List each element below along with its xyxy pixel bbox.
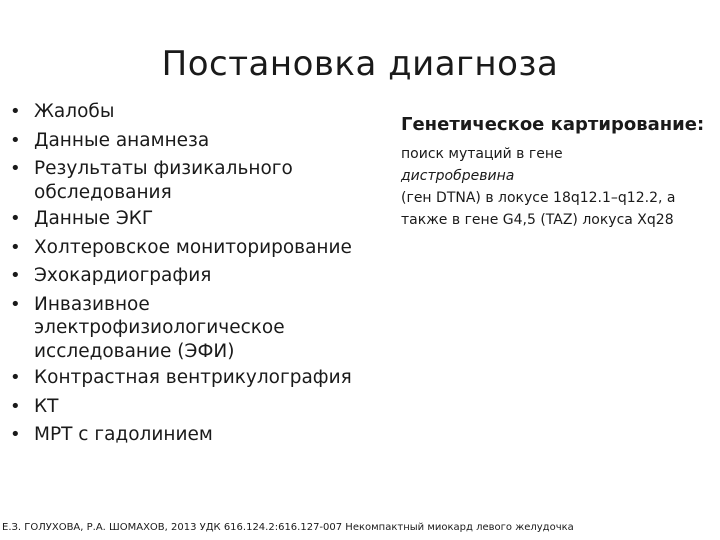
slide-title: Постановка диагноза: [161, 44, 559, 84]
bullet-icon: •: [10, 293, 21, 315]
list-item: [8, 293, 388, 364]
genetic-mapping-line: поиск мутаций в гене: [401, 146, 563, 162]
bullet-icon: •: [10, 129, 21, 151]
list-item: [8, 157, 388, 204]
bullet-icon: •: [10, 236, 21, 258]
list-item-text: Холтеровское мониторирование: [34, 236, 352, 258]
gene-name: дистробревина: [401, 168, 515, 184]
genetic-mapping-line: также в гене G4,5 (TAZ) локуса Xq28: [401, 212, 674, 228]
bullet-icon: •: [10, 101, 21, 122]
list-item: [8, 366, 388, 390]
list-item-text: Эхокардиография: [34, 265, 212, 286]
list-item: [8, 236, 388, 260]
list-item: [8, 207, 388, 231]
list-item-text: Результаты физикального обследования: [34, 158, 293, 203]
genetic-mapping-panel: [401, 114, 720, 231]
bullet-icon: •: [10, 265, 21, 286]
list-item-text: КТ: [34, 395, 59, 417]
footer-citation: Е.З. ГОЛУХОВА, Р.А. ШОМАХОВ, 2013 УДК 616.124.2:616.127-007 Некомпактный миокард левого желудочка: [2, 522, 574, 533]
diagnosis-methods-list: [8, 100, 388, 452]
list-item: [8, 264, 388, 288]
genetic-mapping-line: (ген DTNA) в локусе 18q12.1–q12.2, а: [401, 190, 676, 206]
list-item: [8, 395, 388, 419]
list-item-text: Данные ЭКГ: [34, 208, 154, 229]
list-item: [8, 129, 388, 153]
bullet-icon: •: [10, 158, 21, 179]
list-item-text: МРТ с гадолинием: [34, 424, 213, 445]
list-item-text: Жалобы: [34, 101, 115, 122]
list-item: [8, 100, 388, 124]
bullet-icon: •: [10, 208, 21, 229]
list-item-text: Инвазивное электрофизиологическое исследование (ЭФИ): [34, 293, 285, 362]
list-item-text: Данные анамнеза: [34, 129, 210, 151]
list-item-text: Контрастная вентрикулография: [34, 367, 352, 388]
bullet-icon: •: [10, 424, 21, 445]
genetic-mapping-heading: Генетическое картирование:: [401, 114, 705, 135]
bullet-icon: •: [10, 395, 21, 417]
list-item: [8, 423, 388, 447]
bullet-icon: •: [10, 367, 21, 388]
